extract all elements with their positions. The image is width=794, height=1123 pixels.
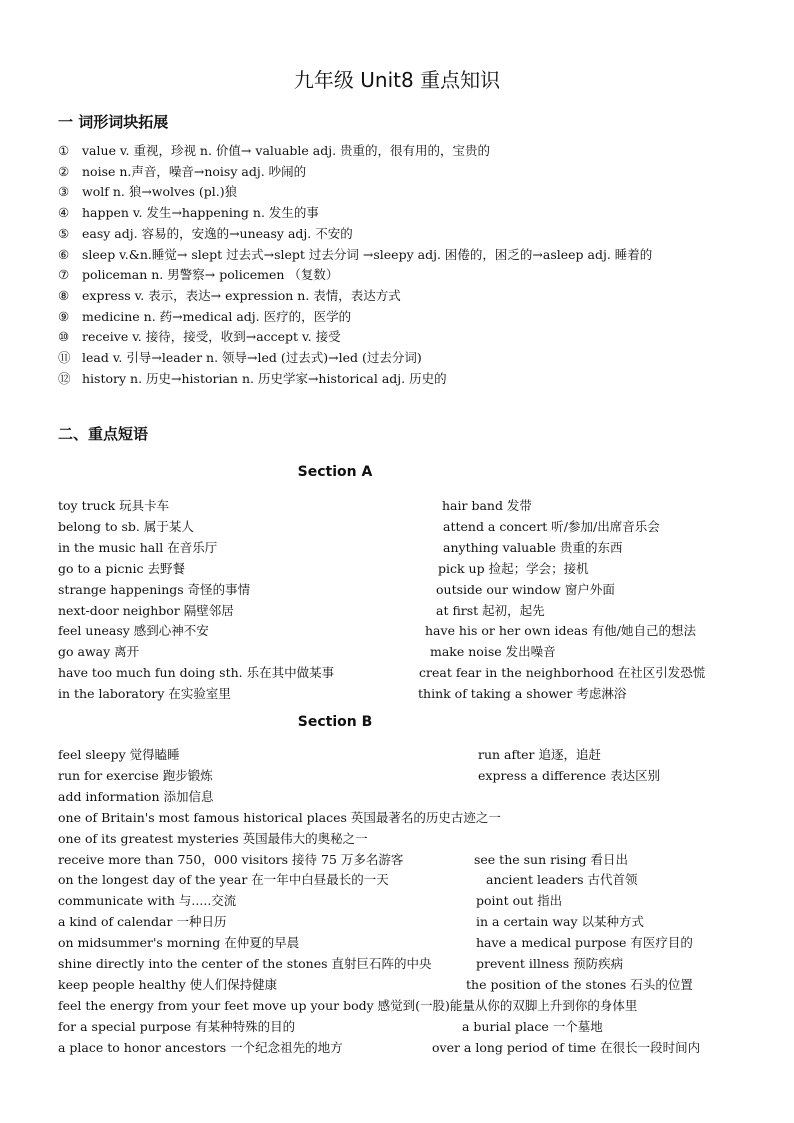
vocab-item — [58, 265, 748, 286]
section2-heading: 二、重点短语 — [58, 425, 149, 443]
vocab-item-number: ② — [58, 163, 70, 179]
phrase-right: express a difference 表达区别 — [478, 767, 661, 783]
phrase-right: creat fear in the neighborhood 在社区引发恐慌 — [419, 665, 706, 681]
vocab-item — [58, 141, 748, 162]
vocab-item — [58, 327, 748, 348]
phrase-left: receive more than 750，000 visitors 接待 75 万多名游客 — [58, 851, 404, 867]
phrase-left: strange happenings 奇怪的事情 — [58, 581, 251, 597]
phrase-right: have his or her own ideas 有他/她自己的想法 — [425, 623, 696, 639]
phrase-left: belong to sb. 属于某人 — [58, 518, 194, 534]
phrase-right: make noise 发出噪音 — [430, 644, 556, 660]
phrase-right: outside our window 窗户外面 — [436, 581, 615, 597]
phrase-left: keep people healthy 使人们保持健康 — [58, 976, 278, 992]
vocab-item-number: ⑩ — [58, 329, 70, 345]
vocab-item-number: ③ — [58, 184, 70, 200]
phrase-right: at first 起初，起先 — [436, 602, 545, 618]
vocab-item-text: easy adj. 容易的，安逸的→uneasy adj. 不安的 — [82, 225, 353, 241]
phrase-left: toy truck 玩具卡车 — [58, 498, 170, 513]
vocab-item-number: ⑤ — [58, 225, 70, 241]
phrase-right: hair band 发带 — [442, 498, 532, 513]
phrase-left: next-door neighbor 隔壁邻居 — [58, 602, 234, 618]
phrase-left: a place to honor ancestors 一个纪念祖先的地方 — [58, 1039, 343, 1055]
phrase-right: have a medical purpose 有医疗目的 — [476, 935, 693, 951]
vocab-list — [58, 141, 748, 389]
vocab-item-text: noise n.声音，噪音→noisy adj. 吵闹的 — [82, 163, 307, 179]
section-b-title: Section B — [297, 714, 373, 730]
vocab-item — [58, 307, 748, 328]
vocab-item-number: ① — [58, 143, 70, 158]
vocab-item-text: policeman n. 男警察→ policemen （复数） — [82, 267, 339, 283]
vocab-item-number: ④ — [58, 205, 70, 221]
phrase-left: on the longest day of the year 在一年中白昼最长的一天 — [58, 872, 389, 888]
phrase-right: think of taking a shower 考虑淋浴 — [418, 686, 627, 702]
phrase-left: one of Britain's most famous historical places 英国最著名的历史古迹之一 — [58, 809, 501, 825]
vocab-item — [58, 286, 748, 307]
phrase-right: prevent illness 预防疾病 — [476, 956, 624, 971]
phrase-left: communicate with 与.....交流 — [58, 893, 237, 909]
vocab-item — [58, 162, 748, 183]
vocab-item-text: sleep v.&n.睡觉→ slept 过去式→slept 过去分词 →sleepy adj. 困倦的，困乏的→asleep adj. 睡着的 — [82, 246, 653, 262]
phrase-left: have too much fun doing sth. 乐在其中做某事 — [58, 665, 335, 681]
phrase-right: attend a concert 听/参加/出席音乐会 — [443, 518, 660, 534]
vocab-item-number: ⑪ — [58, 350, 71, 366]
vocab-item — [58, 245, 748, 266]
phrase-right: ancient leaders 古代首领 — [486, 872, 638, 888]
phrase-left: feel uneasy 感到心神不安 — [58, 623, 209, 639]
vocab-item — [58, 224, 748, 245]
phrase-left: in the music hall 在音乐厅 — [58, 539, 218, 555]
phrase-right: run after 追逐，追赶 — [478, 747, 601, 762]
vocab-item-text: lead v. 引导→leader n. 领导→led (过去式)→led (过去分词) — [82, 350, 422, 366]
phrase-left: shine directly into the center of the stones 直射巨石阵的中央 — [58, 956, 432, 971]
phrase-left: for a special purpose 有某种特殊的目的 — [58, 1018, 296, 1034]
vocab-item-number: ⑨ — [58, 308, 70, 324]
vocab-item — [58, 203, 748, 224]
vocab-item — [58, 182, 748, 203]
page-title: 九年级 Unit8 重点知识 — [293, 68, 501, 92]
section1-heading: 一 词形词块拓展 — [58, 113, 169, 131]
vocab-item-number: ⑦ — [58, 267, 70, 283]
vocab-item-number: ⑥ — [58, 246, 70, 262]
phrase-right: the position of the stones 石头的位置 — [466, 976, 693, 992]
vocab-item-number: ⑧ — [58, 287, 70, 303]
vocab-item-text: value v. 重视，珍视 n. 价值→ valuable adj. 贵重的，很有用的，宝贵的 — [82, 143, 491, 158]
phrase-left: go away 离开 — [58, 644, 140, 660]
phrase-left: run for exercise 跑步锻炼 — [58, 767, 213, 783]
vocab-item-text: history n. 历史→historian n. 历史学家→historical adj. 历史的 — [82, 370, 447, 386]
phrase-right: anything valuable 贵重的东西 — [443, 539, 623, 555]
phrase-left: on midsummer's morning 在仲夏的早晨 — [58, 935, 300, 951]
phrase-right: in a certain way 以某种方式 — [476, 914, 645, 930]
vocab-item — [58, 369, 748, 390]
phrase-left: one of its greatest mysteries 英国最伟大的奥秘之一 — [58, 830, 368, 846]
section-a-title: Section A — [297, 464, 373, 480]
vocab-item — [58, 348, 748, 369]
phrase-left: feel the energy from your feet move up your body 感觉到(一股)能量从你的双脚上升到你的身体里 — [58, 997, 638, 1013]
vocab-item-text: happen v. 发生→happening n. 发生的事 — [82, 205, 319, 221]
vocab-item-number: ⑫ — [58, 370, 71, 386]
vocab-item-text: medicine n. 药→medical adj. 医疗的，医学的 — [82, 308, 352, 324]
phrase-left: a kind of calendar 一种日历 — [58, 914, 227, 930]
phrase-right: see the sun rising 看日出 — [474, 851, 629, 867]
phrase-left: feel sleepy 觉得瞌睡 — [58, 747, 180, 762]
vocab-item-text: receive v. 接待，接受，收到→accept v. 接受 — [82, 329, 341, 345]
vocab-item-text: wolf n. 狼→wolves (pl.)狼 — [82, 184, 238, 200]
phrase-left: in the laboratory 在实验室里 — [58, 686, 231, 702]
phrase-left: add information 添加信息 — [58, 788, 214, 804]
phrase-right: over a long period of time 在很长一段时间内 — [432, 1039, 701, 1055]
phrase-right: point out 指出 — [476, 893, 563, 909]
phrase-right: a burial place 一个墓地 — [462, 1018, 603, 1034]
vocab-item-text: express v. 表示，表达→ expression n. 表情，表达方式 — [82, 287, 401, 303]
phrase-left: go to a picnic 去野餐 — [58, 560, 185, 576]
phrase-right: pick up 捡起；学会；接机 — [438, 560, 589, 576]
